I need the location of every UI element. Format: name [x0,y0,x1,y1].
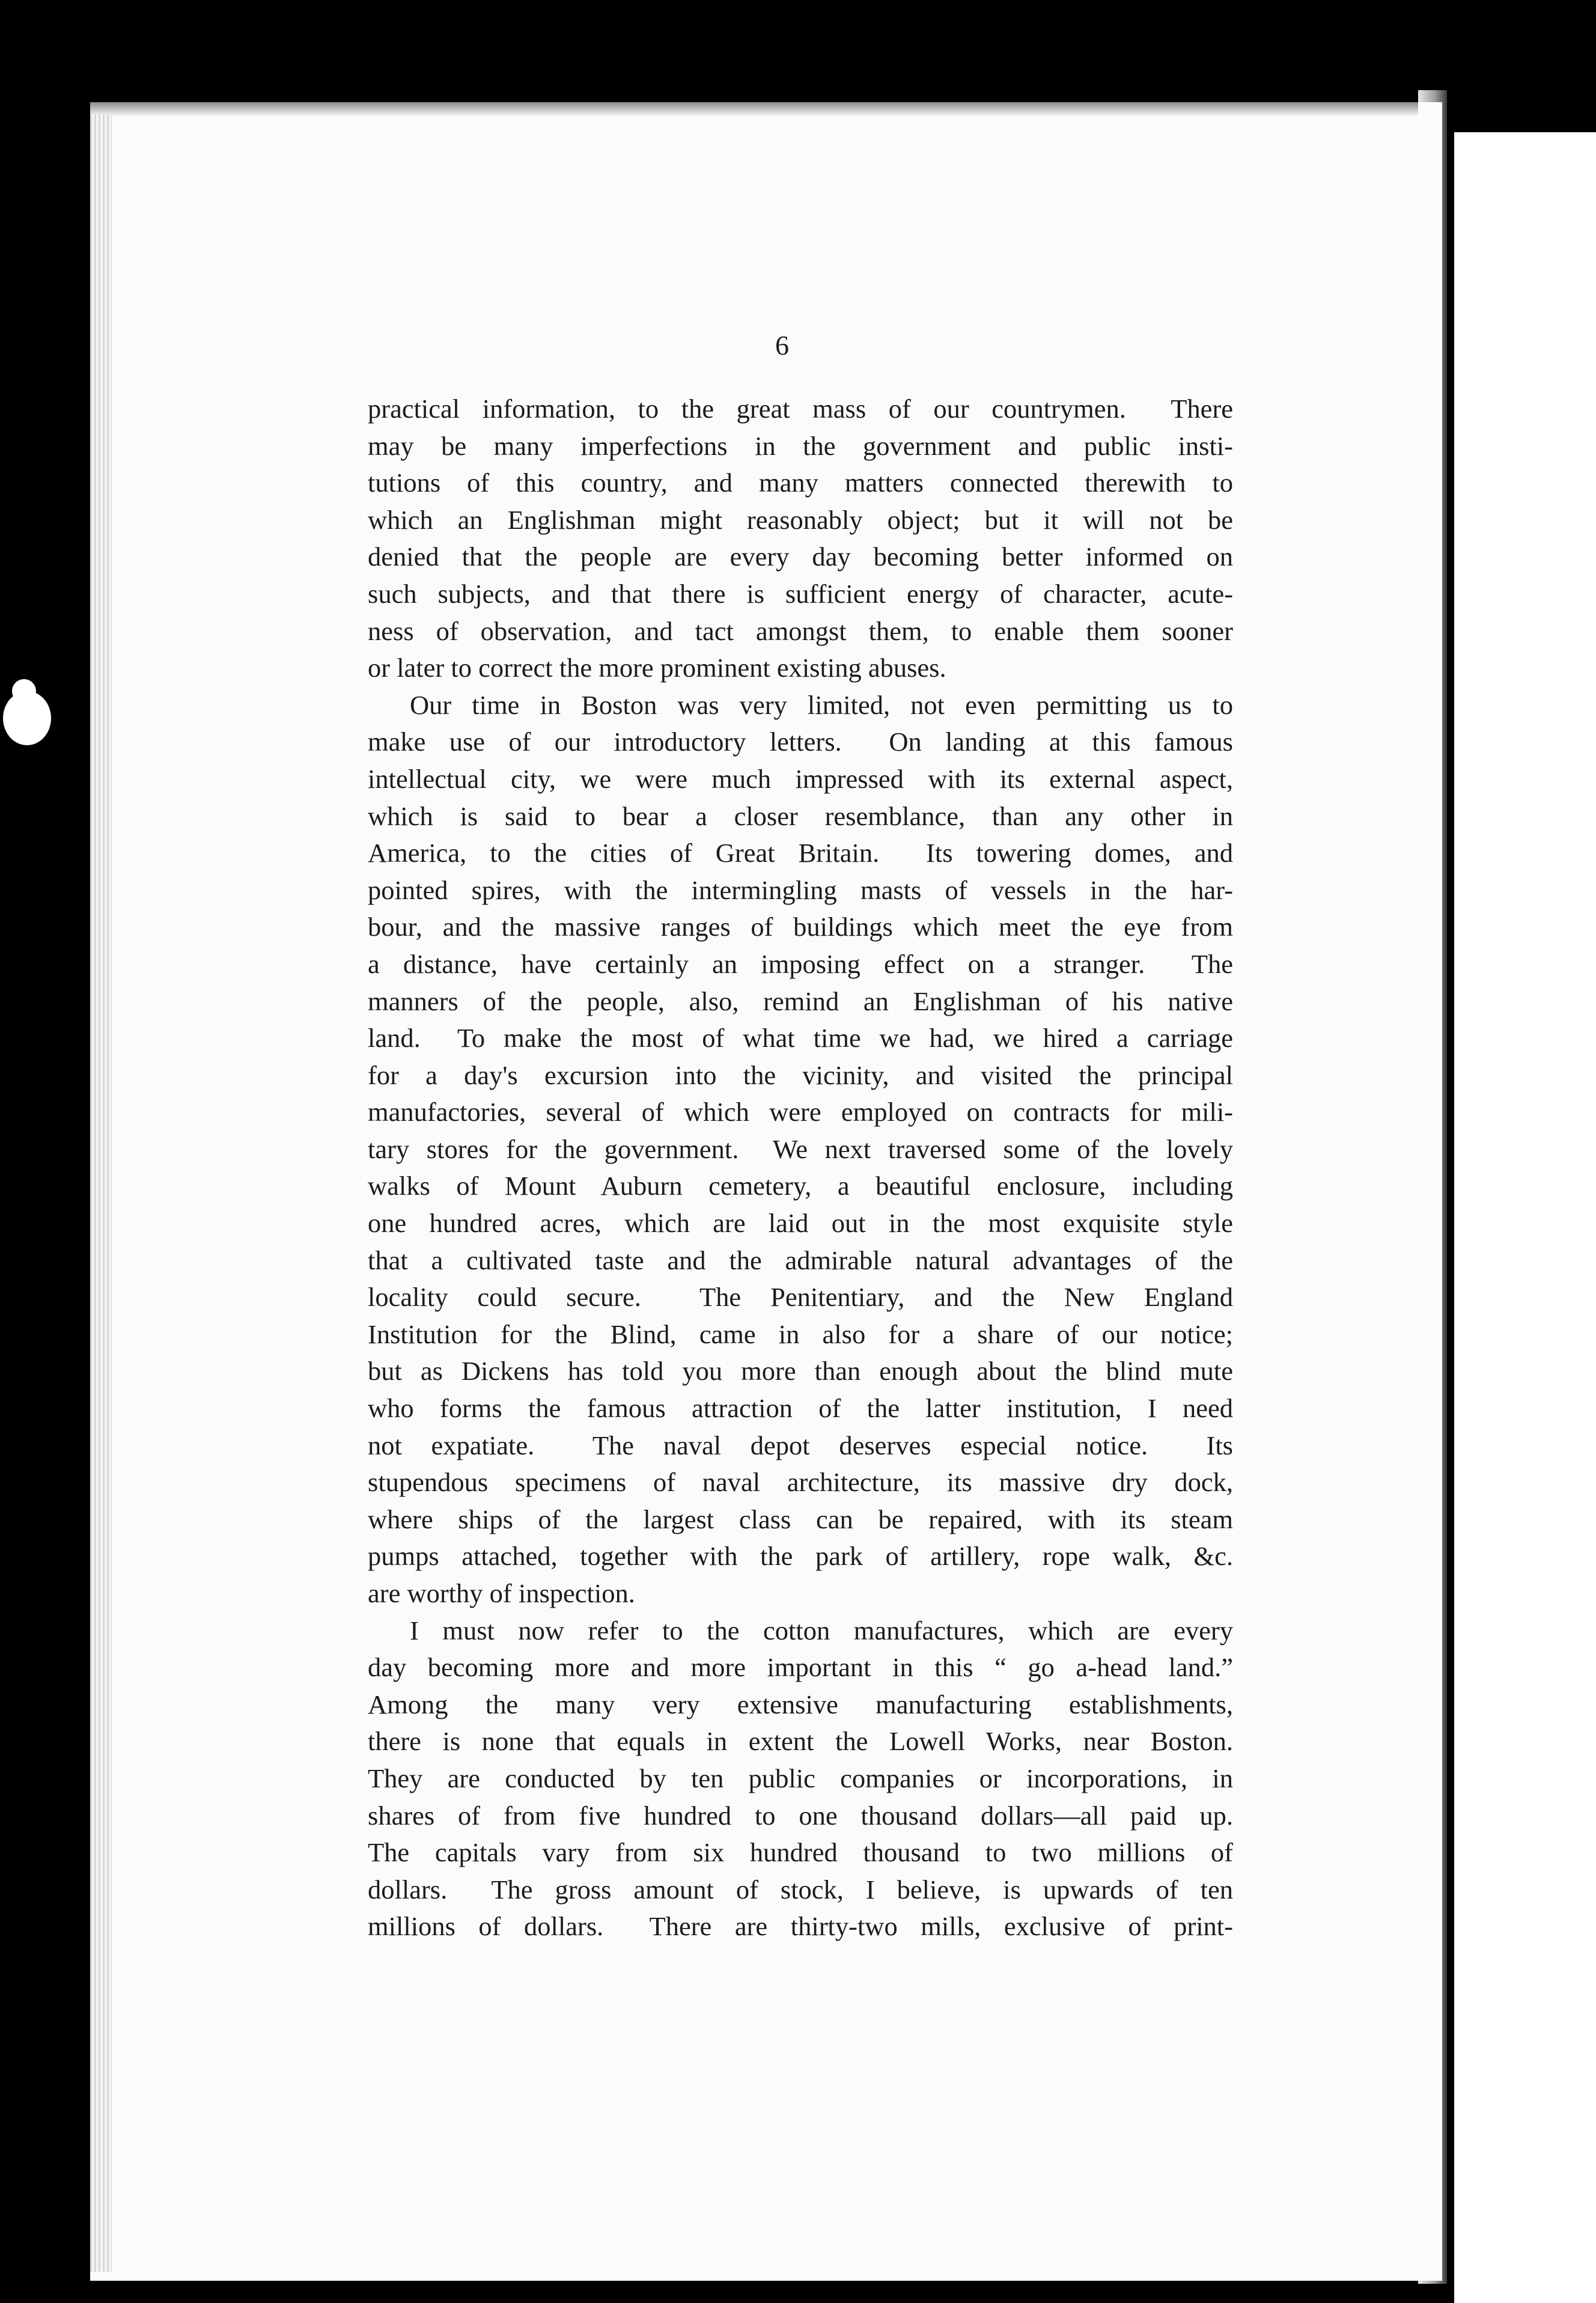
text-line: Among the many very extensive manufacturing establishments, [368,1689,1233,1719]
text-line: for a day's excursion into the vicinity, and visited the principal [368,1060,1233,1090]
text-line: who forms the famous attraction of the latter institution, I need [368,1393,1233,1424]
text-line: dollars. The gross amount of stock, I believe, is upwards of ten [368,1874,1233,1905]
text-line: millions of dollars. There are thirty-two mills, exclusive of print- [368,1911,1233,1942]
text-line: or later to correct the more prominent existing abuses. [368,653,946,683]
text-line: day becoming more and more important in this “ go a-head land.” [368,1652,1233,1683]
text-line: Institution for the Blind, came in also for a share of our notice; [368,1319,1233,1349]
text-line: tutions of this country, and many matters connected therewith to [368,468,1233,498]
text-line: locality could secure. The Penitentiary, and the New England [368,1282,1233,1313]
page-top-shadow [90,102,1418,117]
text-line: there is none that equals in extent the Lowell Works, near Boston. [368,1726,1233,1757]
text-line: bour, and the massive ranges of buildings which meet the eye from [368,912,1233,942]
text-line: shares of from five hundred to one thousand dollars—all paid up. [368,1800,1233,1831]
text-line: ness of observation, and tact amongst them, to enable them sooner [368,615,1233,646]
text-line: denied that the people are every day becoming better informed on [368,541,1233,572]
text-line: tary stores for the government. We next traversed some of the lovely [368,1133,1233,1164]
text-line: a distance, have certainly an imposing effect on a stranger. The [368,948,1233,979]
text-line: which an Englishman might reasonably object; but it will not be [368,504,1233,535]
text-line: but as Dickens has told you more than enough about the blind mute [368,1356,1233,1386]
text-line: They are conducted by ten public companies or incorporations, in [368,1763,1233,1793]
text-line: land. To make the most of what time we had, we hired a carriage [368,1023,1233,1054]
text-line: practical information, to the great mass of our countrymen. There [368,394,1233,424]
text-line: Our time in Boston was very limited, not even permitting us to [410,689,1233,720]
text-line: I must now refer to the cotton manufactures, which are every [410,1615,1233,1646]
text-line: that a cultivated taste and the admirable natural advantages of the [368,1245,1233,1275]
text-line: not expatiate. The naval depot deserves especial notice. Its [368,1430,1233,1460]
text-line: such subjects, and that there is sufficient energy of character, acute- [368,578,1233,609]
text-line: one hundred acres, which are laid out in the most exquisite style [368,1208,1233,1239]
text-line: are worthy of inspection. [368,1578,635,1608]
text-line: walks of Mount Auburn cemetery, a beautiful enclosure, including [368,1171,1233,1201]
text-line: The capitals vary from six hundred thousand to two millions of [368,1837,1233,1868]
text-line: pointed spires, with the intermingling masts of vessels in the har- [368,874,1233,905]
page-number: 6 [775,330,789,361]
adjacent-page [1454,132,1596,2303]
text-line: make use of our introductory letters. On landing at this famous [368,727,1233,757]
text-line: may be many imperfections in the government and public insti- [368,430,1233,461]
text-line: where ships of the largest class can be repaired, with its steam [368,1504,1233,1534]
text-line: which is said to bear a closer resemblance, than any other in [368,801,1233,831]
text-line: manners of the people, also, remind an Englishman of his native [368,986,1233,1016]
text-line: manufactories, several of which were employed on contracts for mili- [368,1097,1233,1127]
page-edge-left [90,114,112,2272]
text-line: pumps attached, together with the park of artillery, rope walk, &c. [368,1541,1233,1572]
margin-speck [12,679,36,703]
text-line: America, to the cities of Great Britain. Its towering domes, and [368,838,1233,868]
text-line: intellectual city, we were much impressed with its external aspect, [368,763,1233,794]
body-text [368,391,1233,1945]
text-line: stupendous specimens of naval architecture, its massive dry dock, [368,1467,1233,1498]
